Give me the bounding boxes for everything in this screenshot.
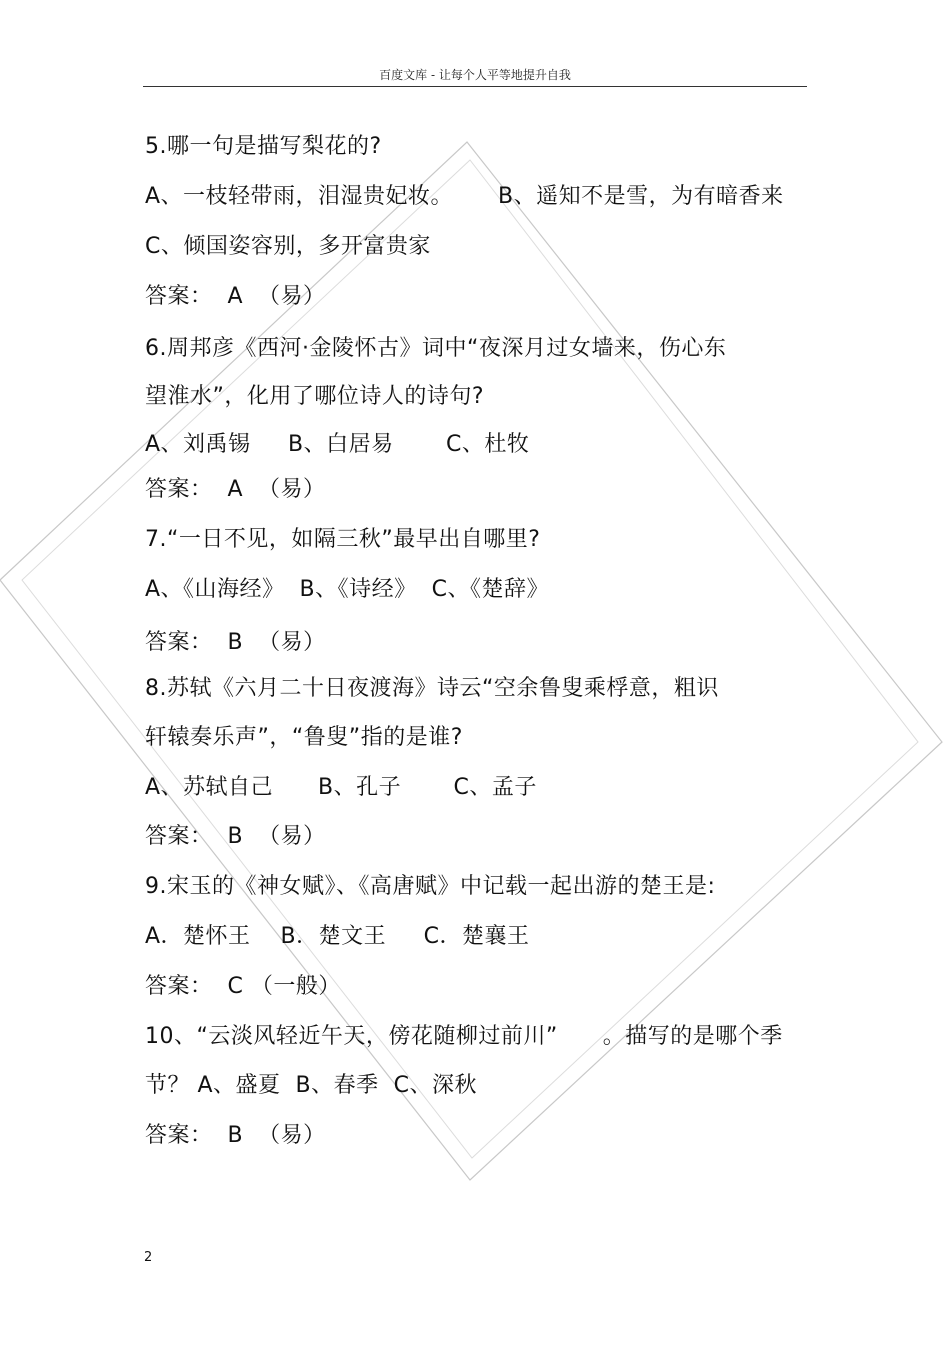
question-9-answer: 答案： C （一般） bbox=[145, 974, 341, 999]
page-header: 百度文库 - 让每个人平等地提升自我 bbox=[379, 68, 571, 82]
question-7-answer: 答案： B （易） bbox=[145, 630, 326, 655]
question-9-options: A．楚怀王 B．楚文王 C．楚襄王 bbox=[145, 924, 530, 949]
question-7-options: A、《山海经》 B、《诗经》 C、《楚辞》 bbox=[145, 577, 549, 602]
question-10-line-1: 10、“云淡风轻近午天，傍花随柳过前川” 。描写的是哪个季 bbox=[145, 1024, 783, 1049]
page-number: 2 bbox=[144, 1250, 153, 1265]
question-6-options: A、刘禹锡 B、白居易 C、杜牧 bbox=[145, 432, 530, 457]
question-8-line-1: 8.苏轼《六月二十日夜渡海》诗云“空余鲁叟乘桴意，粗识 bbox=[145, 676, 719, 701]
question-5: 5.哪一句是描写梨花的? bbox=[145, 134, 382, 159]
question-8-line-2: 轩辕奏乐声”，“鲁叟”指的是谁? bbox=[145, 725, 463, 750]
question-10-answer: 答案： B （易） bbox=[145, 1123, 326, 1148]
question-8-answer: 答案： B （易） bbox=[145, 824, 326, 849]
question-7: 7.“一日不见，如隔三秋”最早出自哪里? bbox=[145, 527, 541, 552]
question-9: 9.宋玉的《神女赋》、《高唐赋》中记载一起出游的楚王是: bbox=[145, 874, 716, 899]
question-10-line-2: 节？ A、盛夏 B、春季 C、深秋 bbox=[145, 1073, 477, 1098]
question-6-line-2: 望淮水”，化用了哪位诗人的诗句? bbox=[145, 384, 485, 409]
question-5-answer: 答案： A （易） bbox=[145, 284, 326, 309]
question-8-options: A、苏轼自己 B、孔子 C、孟子 bbox=[145, 775, 537, 800]
question-5-options-ab: A、一枝轻带雨，泪湿贵妃妆。 B、遥知不是雪，为有暗香来 bbox=[145, 184, 784, 209]
question-5-option-c: C、倾国姿容别，多开富贵家 bbox=[145, 234, 431, 259]
question-6-answer: 答案： A （易） bbox=[145, 477, 326, 502]
question-6-line-1: 6.周邦彦《西河·金陵怀古》词中“夜深月过女墙来，伤心东 bbox=[145, 336, 727, 361]
